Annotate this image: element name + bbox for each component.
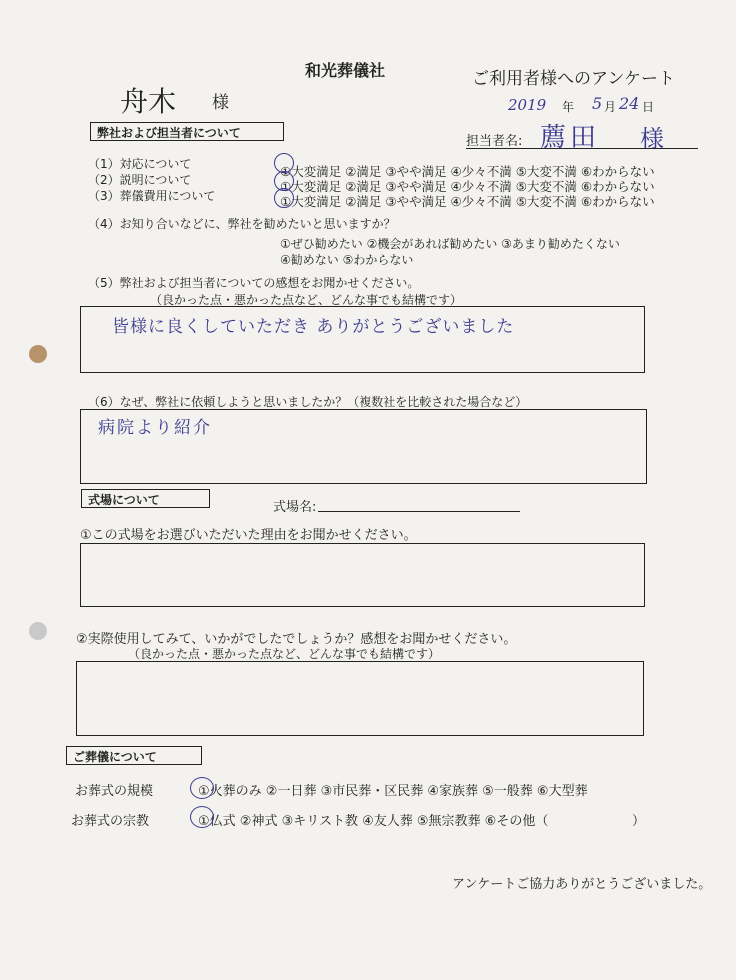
customer-name: 舟木 — [120, 85, 177, 118]
punch-hole-top — [29, 345, 47, 363]
venue-answer-box-1 — [80, 543, 645, 607]
funeral-scale-selection-circle — [190, 777, 214, 799]
funeral-religion-label: お葬式の宗教 — [71, 814, 150, 829]
venue-underline — [318, 511, 520, 512]
question-5: （5）弊社および担当者についての感想をお聞かせください。 — [88, 276, 420, 290]
date-year-unit: 年 — [562, 100, 575, 114]
date-month: 5 — [592, 94, 603, 113]
staff-suffix: 様 — [640, 125, 664, 153]
section-funeral-title: ご葬儀について — [73, 750, 157, 764]
staff-name: 薦田 — [540, 123, 601, 153]
section-company-staff — [90, 122, 284, 141]
section-company-staff-title: 弊社および担当者について — [97, 126, 241, 140]
rating-scale-2: ①大変満足 ②満足 ③やや満足 ④少々不満 ⑤大変不満 ⑥わからない — [280, 179, 655, 194]
funeral-religion-selection-circle — [190, 806, 214, 828]
survey-title: ご利用者様へのアンケート — [472, 69, 675, 89]
selection-circle-3 — [274, 188, 294, 208]
question-2: （2）説明について — [88, 173, 192, 187]
rating-scale-3: ①大変満足 ②満足 ③やや満足 ④少々不満 ⑤大変不満 ⑥わからない — [280, 194, 655, 209]
section-funeral — [66, 746, 202, 765]
punch-hole-bottom — [29, 622, 47, 640]
funeral-scale-options: ①火葬のみ ②一日葬 ③市民葬・区民葬 ④家族葬 ⑤一般葬 ⑥大型葬 — [198, 784, 588, 799]
venue-answer-box-2 — [76, 661, 644, 736]
date-day: 24 — [619, 94, 640, 113]
venue-question-2-note: （良かった点・悪かった点など、どんな事でも結構です） — [128, 647, 441, 661]
date-year: 2019 — [508, 96, 547, 114]
question-4-options-a: ①ぜひ勧めたい ②機会があれば勧めたい ③あまり勧めたくない — [280, 237, 620, 251]
funeral-scale-label: お葬式の規模 — [75, 784, 154, 799]
date-month-unit: 月 — [604, 100, 617, 114]
question-4: （4）お知り合いなどに、弊社を勧めたいと思いますか？ — [88, 217, 396, 231]
question-3: （3）葬儀費用について — [88, 189, 216, 203]
answer-5-text: 皆様に良くしていただき ありがとうございました — [112, 317, 515, 337]
customer-suffix: 様 — [212, 93, 229, 113]
date-day-unit: 日 — [642, 100, 655, 114]
rating-scale-1: ①大変満足 ②満足 ③やや満足 ④少々不満 ⑤大変不満 ⑥わからない — [280, 164, 655, 179]
footer-thanks: アンケートご協力ありがとうございました。 — [452, 877, 712, 892]
question-4-options-b: ④勧めない ⑤わからない — [280, 253, 414, 267]
selection-circle-1 — [274, 153, 294, 173]
venue-question-1: ①この式場をお選びいただいた理由をお聞かせください。 — [80, 528, 417, 543]
staff-label: 担当者名: — [466, 134, 523, 149]
question-1: （1）対応について — [88, 157, 192, 171]
question-6: （6）なぜ、弊社に依頼しようと思いましたか？（複数社を比較された場合など） — [88, 395, 528, 409]
staff-underline — [466, 148, 698, 149]
answer-6-text: 病院より紹介 — [98, 418, 212, 438]
funeral-religion-options: ①仏式 ②神式 ③キリスト教 ④友人葬 ⑤無宗教葬 ⑥その他（ — [198, 814, 549, 829]
company-name: 和光葬儀社 — [305, 61, 386, 80]
funeral-religion-close: ） — [632, 814, 646, 829]
question-5-note: （良かった点・悪かった点など、どんな事でも結構です） — [150, 293, 463, 307]
venue-label: 式場名: — [273, 500, 317, 515]
section-venue — [81, 489, 210, 508]
venue-question-2: ②実際使用してみて、いかがでしたでしょうか？感想をお聞かせください。 — [76, 632, 517, 647]
section-venue-title: 式場について — [88, 493, 160, 507]
